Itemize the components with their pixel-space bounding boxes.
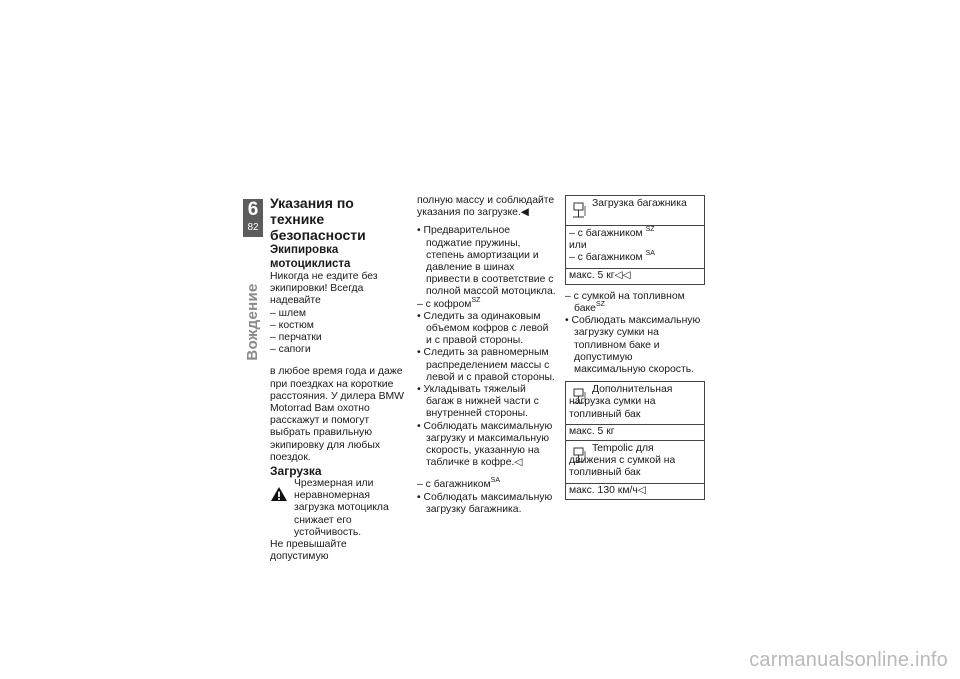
case-label: – с кофром$^{SZ}$	[417, 296, 481, 310]
page-number: 82	[247, 222, 259, 233]
column-1	[270, 195, 408, 563]
weight-icon	[571, 200, 587, 220]
equipment-item: – перчатки	[270, 332, 322, 344]
or-text: или	[569, 240, 587, 252]
equipment-item: – сапоги	[270, 344, 311, 356]
table-value: макс. 5 кг	[569, 425, 615, 437]
warning-block	[270, 478, 408, 539]
column-3	[565, 195, 705, 500]
warning-text: Чрезмерная или неравномерная загрузка мотоцикла снижает его устойчивость.	[294, 478, 389, 538]
bullet-item: • Соблюдать максимальную загрузку багажника.	[417, 491, 553, 515]
section-side-label: Вождение	[244, 283, 261, 361]
table-header	[566, 441, 704, 484]
equipment-item: – шлем	[270, 307, 306, 319]
rack-load-table	[565, 195, 705, 285]
table-value: макс. 130 км/ч◁	[569, 484, 646, 496]
bullet-item: • Следить за равномерным распределением массы с левой и с правой стороны.	[417, 347, 555, 383]
warning-triangle-icon	[270, 486, 288, 502]
variant-line: – с багажником $^{SA}$	[569, 250, 655, 264]
table-body	[566, 226, 704, 268]
chapter-number: 6	[247, 199, 259, 220]
table-header-text: Загрузка багажника	[592, 198, 687, 209]
loading-heading: Загрузка	[270, 464, 322, 479]
bullet-item: • Следить за одинаковым объемом кофров с левой и с правой стороны.	[417, 310, 549, 347]
tank-label: – с сумкой на топливном баке$^{SZ}$	[565, 290, 685, 315]
bullet-item: • Соблюдать максимальную загрузку и максимальную скорость, указанную на табличке в кофре.◁	[417, 420, 553, 469]
continued-text: полную массу и соблюдайте указания по загрузке.◀	[417, 195, 555, 219]
equipment-item: – костюм	[270, 319, 314, 331]
table-header	[566, 196, 704, 226]
bullet-item: • Соблюдать максимальную загрузку сумки на топливном баке и допустимую максимальную скорость.	[565, 315, 701, 376]
bullet-item: • Предварительное поджатие пружины, степень амортизации и давление в шинах привести в соответствие с полной массой мотоцикла.	[417, 225, 556, 298]
equipment-heading: Экипировка мотоциклиста	[270, 244, 351, 270]
table-header	[566, 382, 704, 425]
table-header-text: Дополнительная нагрузка сумки на топливный бак	[569, 384, 673, 420]
equipment-text: Никогда не ездите без экипировки! Всегда надевайте	[270, 271, 378, 307]
page-title: Указания по технике безопасности	[270, 195, 366, 243]
tank-bag-speed-table	[565, 441, 705, 500]
tank-bag-load-table	[565, 381, 705, 441]
equipment-paragraph: в любое время года и даже при поездках на короткие расстояния. У дилера BMW Motorrad Вам охотно расскажут и помогут выбрать правильную экипировку для любых поездок.	[270, 366, 404, 463]
rack-label: – с багажником$^{SA}$	[417, 477, 501, 491]
table-value: макс. 5 кг◁◁	[566, 268, 704, 284]
column-2	[417, 195, 556, 516]
speed-icon	[571, 445, 587, 465]
bullet-item: • Укладывать тяжелый багаж в нижней части с внутренней стороны.	[417, 384, 539, 420]
watermark: carmanualsonline.info	[749, 649, 948, 671]
variant-line: – с багажником $^{SZ}$	[569, 226, 655, 239]
loading-text: Не превышайте допустимую	[270, 539, 347, 563]
weight-icon	[571, 386, 587, 406]
table-header-text: Tempolic для движения с сумкой на топливный бак	[569, 443, 676, 479]
